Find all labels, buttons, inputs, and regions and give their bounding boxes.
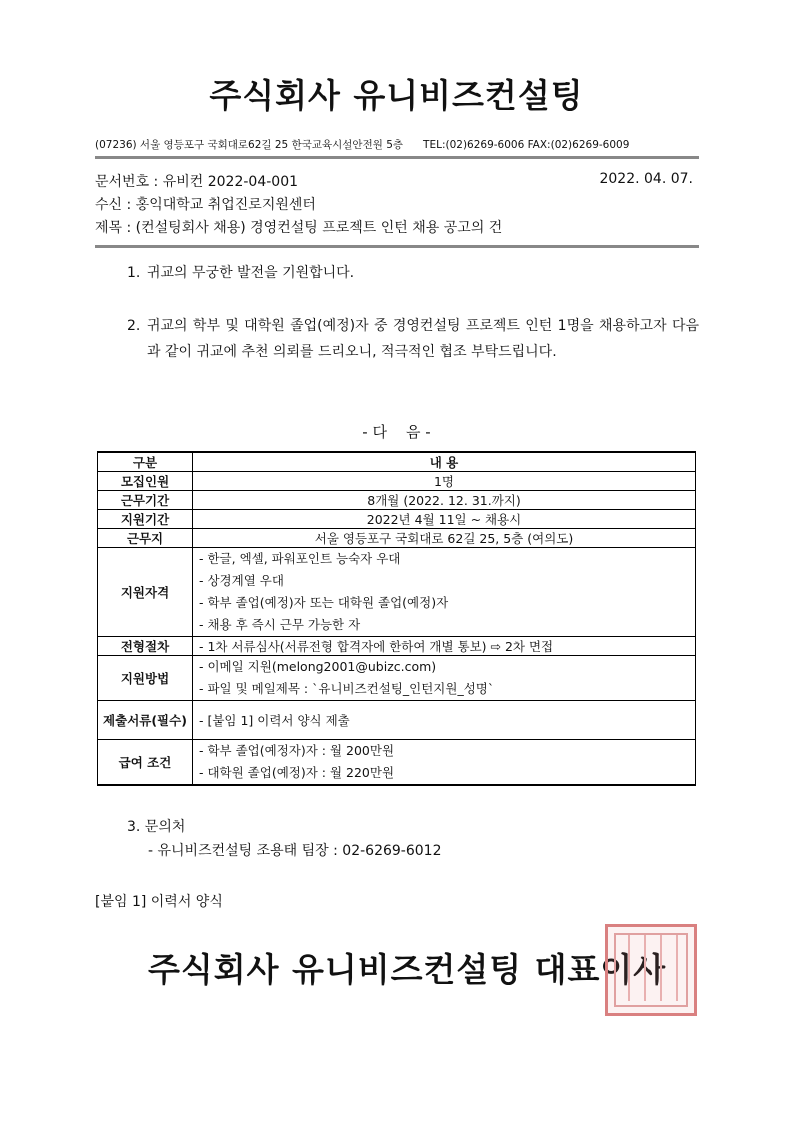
doc-number: 문서번호 : 유비컨 2022-04-001 [95, 174, 299, 190]
attachment-note: [붙임 1] 이력서 양식 [95, 894, 223, 910]
paragraph-1-number: 1. [127, 265, 141, 281]
seal-glyph-column [644, 935, 656, 1001]
paragraph-2-number: 2. [127, 318, 141, 334]
qualification-item: - 학부 졸업(예정)자 또는 대학원 졸업(예정)자 [199, 595, 449, 610]
paragraph-1 [127, 260, 699, 286]
method-item: - 파일 및 메일제목 : `유니비즈컨설팅_인턴지원_성명` [199, 681, 495, 696]
contact-heading: 3. 문의처 [127, 819, 186, 835]
pay-item: - 학부 졸업(예정자)자 : 월 200만원 [199, 743, 395, 758]
seal-glyph-column [628, 935, 640, 1001]
documents-value: - [붙임 1] 이력서 양식 제출 [193, 701, 696, 740]
seal-glyph-column [660, 935, 672, 1001]
row-label: 근무지 [98, 529, 193, 548]
qualification-label: 지원자격 [98, 548, 193, 637]
table-row-method [98, 656, 696, 701]
table-row [98, 529, 696, 548]
paragraph-1-text: 귀교의 무궁한 발전을 기원합니다. [147, 265, 355, 281]
paragraph-2-text: 귀교의 학부 및 대학원 졸업(예정)자 중 경영컨설팅 프로젝트 인턴 1명을 채용하고자 다음과 같이 귀교에 추천 의뢰를 드리오니, 적극적인 협조 부탁드립니다. [147, 318, 699, 360]
table-row-qualification [98, 548, 696, 637]
row-value: 2022년 4월 11일 ~ 채용시 [193, 510, 696, 529]
qualification-item: - 상경계열 우대 [199, 573, 284, 588]
table-row-process [98, 637, 696, 656]
documents-label: 제출서류(필수) [98, 701, 193, 740]
table-row [98, 510, 696, 529]
table-header-label: 구분 [98, 452, 193, 472]
company-seal-stamp [605, 924, 697, 1016]
meta-divider [95, 245, 699, 248]
process-label: 전형절차 [98, 637, 193, 656]
method-item: - 이메일 지원(melong2001@ubizc.com) [199, 659, 437, 674]
row-label: 지원기간 [98, 510, 193, 529]
section-heading: - 다 음 - [362, 423, 431, 441]
table-row-documents [98, 701, 696, 740]
row-value: 1명 [193, 472, 696, 491]
pay-item: - 대학원 졸업(예정)자 : 월 220만원 [199, 765, 395, 780]
pay-label: 급여 조건 [98, 740, 193, 786]
qualification-item: - 채용 후 즉시 근무 가능한 자 [199, 617, 361, 632]
recruitment-table [97, 451, 696, 786]
table-row-pay [98, 740, 696, 786]
seal-glyph-column [676, 935, 688, 1001]
row-value: 서울 영등포구 국회대로 62길 25, 5층 (여의도) [193, 529, 696, 548]
row-value: 8개월 (2022. 12. 31.까지) [193, 491, 696, 510]
recipient: 수신 : 홍익대학교 취업진로지원센터 [95, 197, 316, 213]
method-value [193, 656, 696, 701]
qualification-value [193, 548, 696, 637]
method-label: 지원방법 [98, 656, 193, 701]
process-value: - 1차 서류심사(서류전형 합격자에 한하여 개별 통보) ⇨ 2차 면접 [193, 637, 696, 656]
table-row [98, 472, 696, 491]
company-title: 주식회사 유니비즈컨설팅 [209, 76, 584, 115]
ceo-signature: 주식회사 유니비즈컨설팅 대표이사 [148, 950, 667, 989]
subject: 제목 : (컨설팅회사 채용) 경영컨설팅 프로젝트 인턴 채용 공고의 건 [95, 220, 503, 236]
table-header-value: 내 용 [193, 452, 696, 472]
table-header-row [98, 452, 696, 472]
company-address: (07236) 서울 영등포구 국회대로62길 25 한국교육시설안전원 5층 TEL:(02)6269-6006 FAX:(02)6269-6009 [95, 139, 630, 151]
paragraph-2 [127, 313, 699, 365]
table-row [98, 491, 696, 510]
doc-date: 2022. 04. 07. [599, 171, 693, 187]
row-label: 근무기간 [98, 491, 193, 510]
row-label: 모집인원 [98, 472, 193, 491]
header-divider [95, 156, 699, 159]
pay-value [193, 740, 696, 786]
contact-line: - 유니비즈컨설팅 조용태 팀장 : 02-6269-6012 [148, 843, 442, 859]
qualification-item: - 한글, 엑셀, 파워포인트 능숙자 우대 [199, 551, 401, 566]
